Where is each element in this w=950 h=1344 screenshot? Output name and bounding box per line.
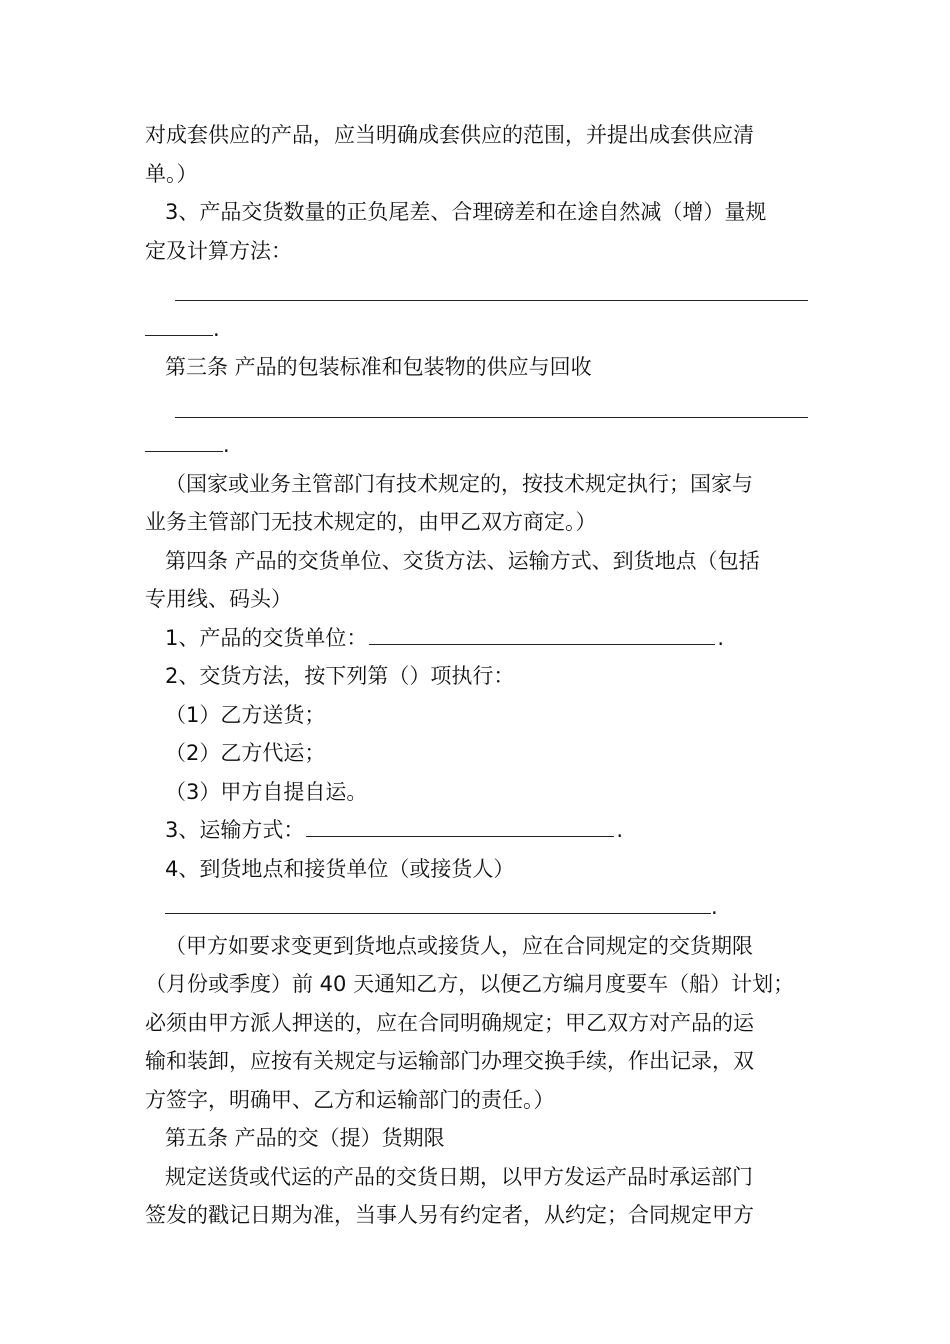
- paragraph-line: 方签字，明确甲、乙方和运输部门的责任。）: [145, 1087, 555, 1112]
- fill-in-blank-tail: .: [145, 426, 810, 465]
- transport-method-line: 3、运输方式： .: [165, 818, 624, 842]
- paragraph-line: 定及计算方法：: [145, 238, 292, 263]
- article-3-heading: 第三条 产品的包装标准和包装物的供应与回收: [165, 355, 592, 379]
- paragraph-line: 签发的戳记日期为准，当事人另有约定者，从约定；合同规定甲方: [145, 1203, 754, 1227]
- option-3-line: （3）甲方自提自运。: [165, 779, 368, 804]
- delivery-unit-line: 1、产品的交货单位： .: [165, 625, 725, 650]
- paragraph-line: 单。）: [145, 161, 198, 186]
- paragraph-line: （月份或季度）前 40 天通知乙方，以便乙方编月度要车（船）计划；: [145, 972, 795, 996]
- transport-method-blank: [306, 835, 614, 837]
- clause-item-3-line: 3、产品交货数量的正负尾差、合理磅差和在途自然减（增）量规: [165, 200, 767, 224]
- fill-in-blank-tail: .: [145, 310, 810, 349]
- destination-line: 4、到货地点和接货单位（或接货人）: [165, 856, 515, 881]
- option-2-line: （2）乙方代运；: [165, 741, 326, 765]
- document-body: [145, 116, 810, 1235]
- fill-in-blank-line: [175, 270, 808, 301]
- paragraph-line: 必须由甲方派人押送的，应在合同明确规定；甲乙双方对产品的运: [145, 1010, 754, 1035]
- paragraph-line: 业务主管部门无技术规定的，由甲乙双方商定。）: [145, 510, 597, 534]
- paragraph-line: （国家或业务主管部门有技术规定的，按技术规定执行；国家与: [165, 471, 753, 496]
- paragraph-line: 规定送货或代运的产品的交货日期，以甲方发运产品时承运部门: [165, 1164, 753, 1189]
- paragraph-line: （甲方如要求变更到货地点或接货人，应在合同规定的交货期限: [165, 933, 753, 958]
- article-4-heading: 第四条 产品的交货单位、交货方法、运输方式、到货地点（包括: [165, 548, 760, 573]
- paragraph-line: 输和装卸，应按有关规定与运输部门办理交换手续，作出记录，双: [145, 1049, 754, 1073]
- option-1-line: （1）乙方送货；: [165, 702, 326, 727]
- delivery-method-line: 2、交货方法，按下列第（）项执行：: [165, 664, 515, 688]
- fill-in-blank-line: [175, 387, 808, 418]
- delivery-unit-blank: [369, 643, 715, 645]
- destination-blank-line: .: [145, 888, 810, 927]
- paragraph-line: 对成套供应的产品，应当明确成套供应的范围，并提出成套供应清: [145, 123, 754, 147]
- article-5-heading: 第五条 产品的交（提）货期限: [165, 1126, 445, 1150]
- paragraph-line: 专用线、码头）: [145, 587, 292, 611]
